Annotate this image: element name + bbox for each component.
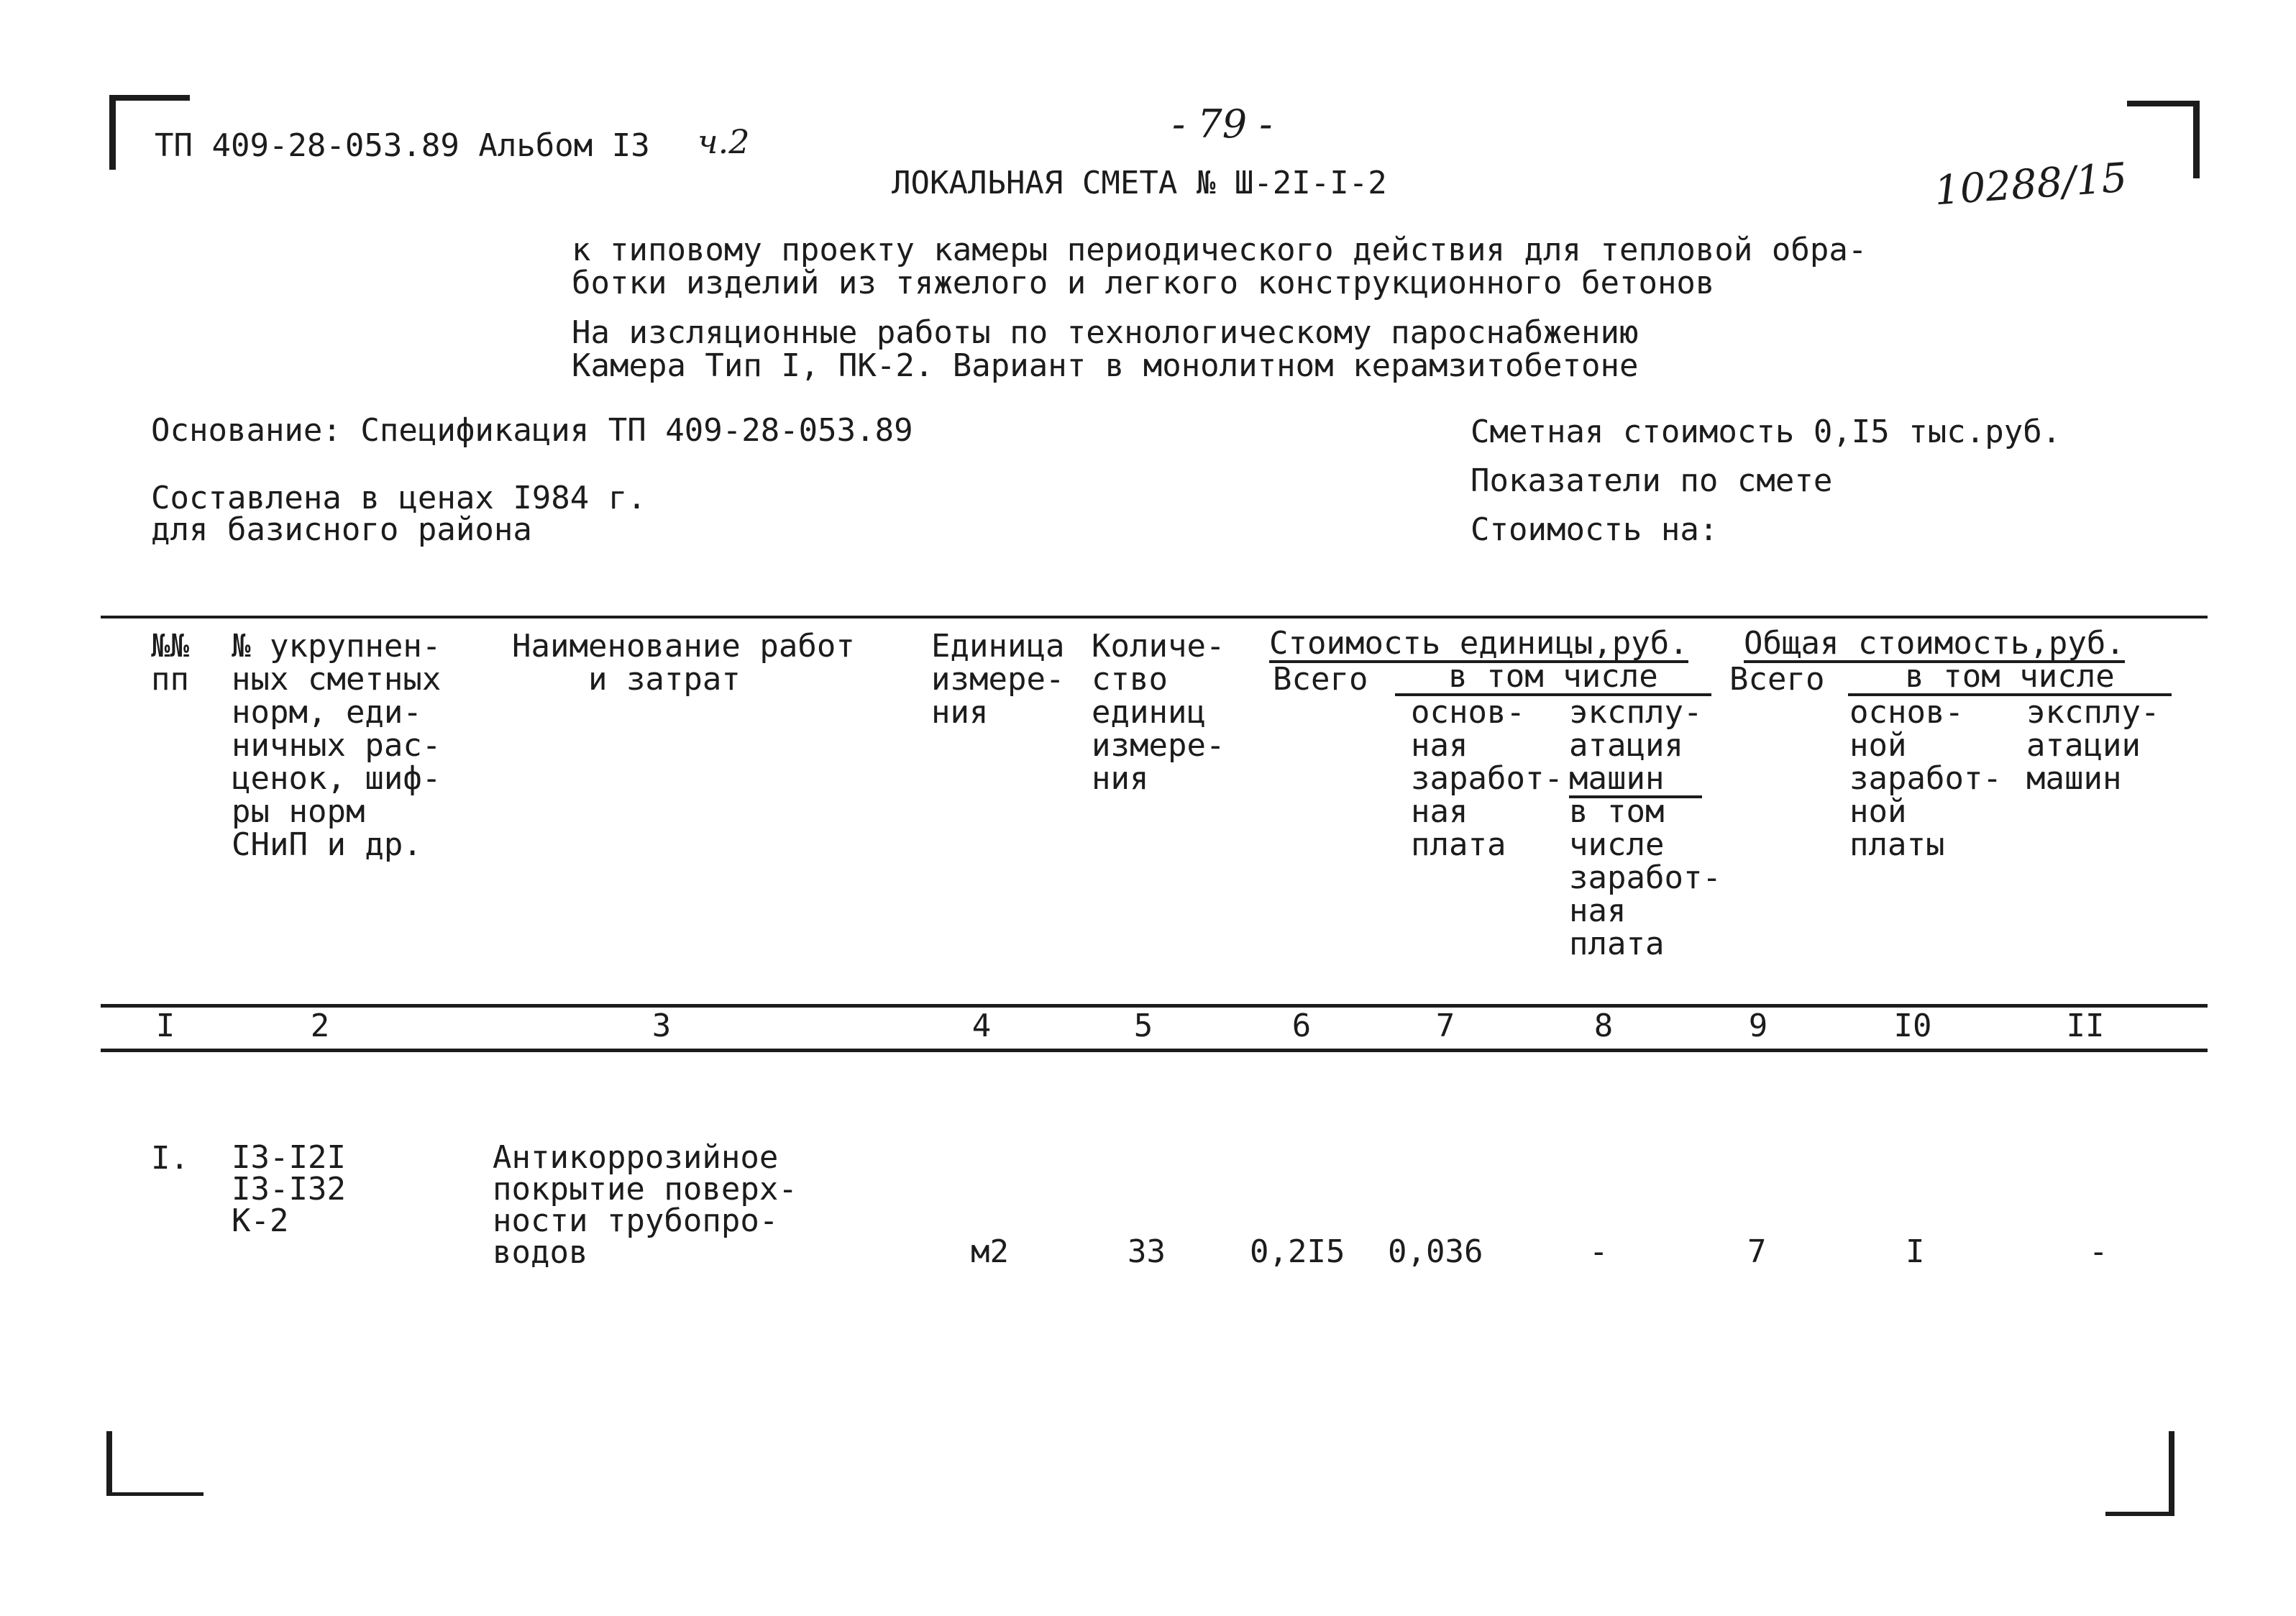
column-number-9: 9 (1748, 1008, 1768, 1044)
header-unit-machines: эксплу- атация машин (1569, 694, 1703, 797)
column-number-11: II (2066, 1008, 2105, 1044)
prices-line-2: для базисного района (151, 511, 532, 548)
header-row-number: №№ пп (151, 628, 189, 698)
subject-line-4: Камера Тип I, ПК-2. Вариант в монолитном керамзитобетоне (572, 347, 1639, 384)
header-unit-cost-total: Всего (1273, 661, 1368, 698)
document-reference: ТП 409-28-053.89 Альбом I3 (155, 127, 650, 164)
subject-line-3: На изсляционные работы по технологическому пароснабжению (572, 314, 1639, 351)
header-work-name: Наименование работ и затрат (512, 628, 855, 698)
header-total-wage: основ- ной заработ- ной платы (1849, 694, 2002, 863)
row-1-number: I. (151, 1140, 189, 1177)
header-unit-cost: Стоимость единицы,руб. (1269, 625, 1688, 662)
column-number-bottom-rule (101, 1049, 2208, 1052)
row-1-unit-machines: - (1589, 1233, 1609, 1270)
header-total-cost: Общая стоимость,руб. (1744, 625, 2125, 662)
header-unit-wage: основ- ная заработ- ная плата (1411, 694, 1563, 863)
header-total-cost-total: Всего (1729, 661, 1825, 698)
row-1-total-wage: I (1906, 1233, 1925, 1270)
corner-mark-bottom-right-h (2105, 1512, 2174, 1516)
corner-mark-bottom-left-h (106, 1492, 203, 1496)
header-unit-machine-wage: в том числе заработ- ная плата (1569, 793, 1721, 962)
row-1-norm-codes: I3-I2I I3-I32 К-2 (232, 1139, 346, 1239)
corner-mark-top-right-h (2127, 101, 2199, 106)
row-1-unit-total: 0,2I5 (1250, 1233, 1345, 1270)
page-number: - 79 - (1172, 101, 1273, 147)
header-total-cost-incl: в том числе (1848, 660, 2172, 696)
corner-mark-top-left-h (109, 95, 190, 101)
header-norm-codes: № укрупнен- ных сметных норм, еди- ничных рас- ценок, шиф- ры норм СНиП и др. (232, 628, 442, 863)
prices-line-1: Составлена в ценах I984 г. (151, 480, 646, 516)
row-1-total: 7 (1747, 1233, 1767, 1270)
cost-per-label: Стоимость на: (1471, 511, 1719, 548)
column-number-10: I0 (1893, 1008, 1932, 1044)
table-top-rule (101, 616, 2208, 618)
header-unit: Единица измере- ния (931, 628, 1065, 731)
corner-mark-top-right-v (2193, 101, 2200, 178)
indicators-label: Показатели по смете (1471, 462, 1833, 499)
column-number-5: 5 (1133, 1008, 1153, 1044)
estimate-title: ЛОКАЛЬНАЯ СМЕТА № Ш-2I-I-2 (892, 165, 1387, 201)
corner-mark-bottom-left-v (106, 1431, 112, 1496)
row-1-total-machines: - (2089, 1233, 2108, 1270)
archive-number: 10288/15 (1933, 154, 2129, 215)
column-number-top-rule (101, 1004, 2208, 1008)
row-1-unit: м2 (971, 1233, 1009, 1270)
column-number-7: 7 (1435, 1008, 1455, 1044)
column-number-6: 6 (1291, 1008, 1312, 1044)
part-number: ч.2 (698, 122, 750, 161)
column-number-4: 4 (971, 1008, 992, 1044)
column-number-3: 3 (651, 1008, 672, 1044)
column-number-8: 8 (1593, 1008, 1614, 1044)
subject-line-2: ботки изделий из тяжелого и легкого конструкционного бетонов (572, 265, 1715, 301)
column-number-2: 2 (310, 1008, 330, 1044)
header-total-machines: эксплу- атации машин (2026, 694, 2160, 797)
column-number-1: I (155, 1008, 175, 1044)
estimated-cost: Сметная стоимость 0,I5 тыс.руб. (1471, 414, 2062, 450)
header-unit-cost-incl: в том числе (1395, 660, 1711, 696)
row-1-quantity: 33 (1128, 1233, 1166, 1270)
row-1-unit-wage: 0,036 (1388, 1233, 1483, 1270)
header-quantity: Количе- ство единиц измере- ния (1092, 628, 1225, 797)
corner-mark-bottom-right-v (2169, 1431, 2174, 1516)
subject-line-1: к типовому проекту камеры периодического действия для тепловой обра- (572, 232, 1867, 268)
corner-mark-top-left-v (109, 95, 116, 170)
row-1-work-name: Антикоррозийное покрытие поверх- ности трубопро- водов (493, 1139, 797, 1271)
basis-text: Основание: Спецификация ТП 409-28-053.89 (151, 412, 913, 449)
